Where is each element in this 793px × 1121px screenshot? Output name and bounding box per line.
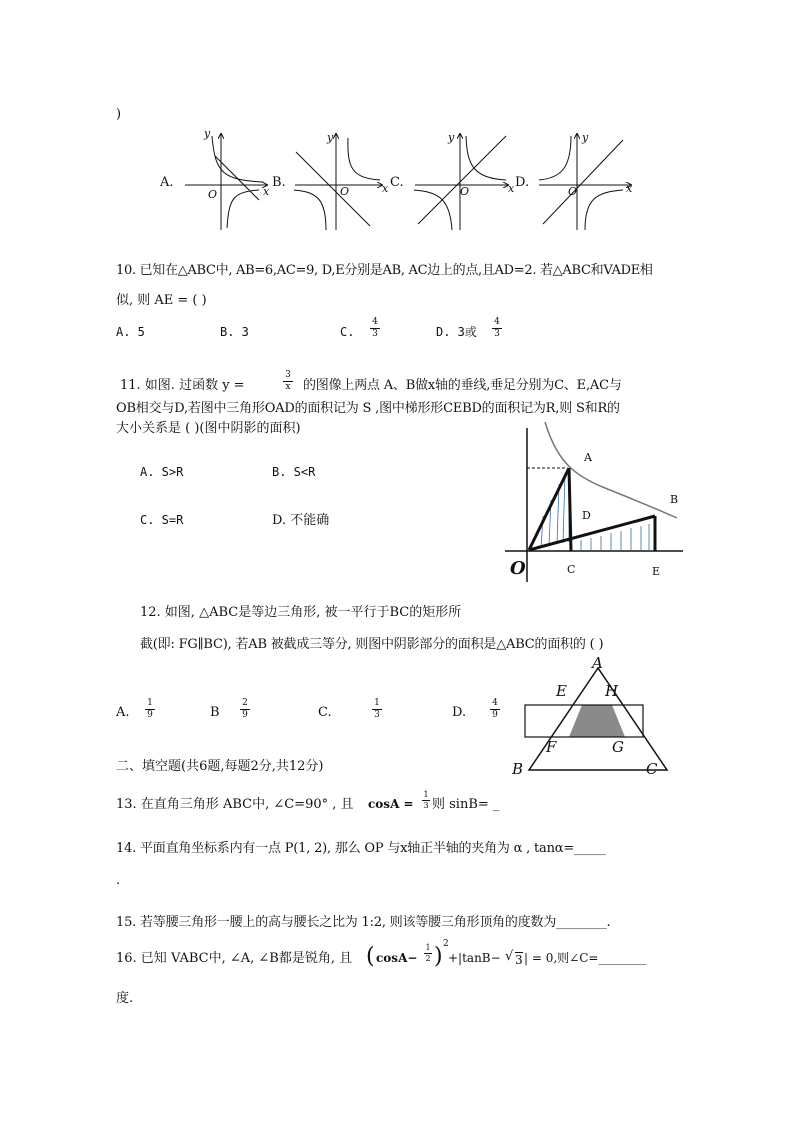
q13-den: 3 [423,801,429,810]
q12-d-den: 9 [492,710,498,720]
q12-option-c-label: C. [318,705,332,720]
q9-b-x: x [382,182,389,195]
q14-text: 14. 平面直角坐标系内有一点 P(1, 2), 那么 OP 与x轴正半轴的夹角为 α , tanα=_____ [116,841,606,856]
q16-expr1: cosA− [376,951,418,965]
q10-d-num: 4 [492,318,502,329]
q12-b-den: 9 [242,710,248,720]
q12-fig-b: B [512,760,524,778]
q12-b-num: 2 [240,699,250,710]
q9-b-y: y [327,131,334,144]
q12-c-den: 3 [374,710,380,720]
q16-sqrt-sign: √ [505,949,514,964]
q16-rparen: ) [434,944,443,969]
q13-num: 1 [423,790,429,799]
q12-fig-c: C [646,760,658,778]
q10-line1: 10. 已知在△ABC中, AB=6,AC=9, D,E分别是AB, AC边上的点,且AD=2. 若△ABC和VADE相 [116,263,653,278]
q13-cos: cosA = [368,797,414,811]
q11-fig-a: A [584,451,592,464]
q9-d-x: x [626,182,633,195]
q12-a-num: 1 [145,699,155,710]
q10-option-c: C. [340,325,355,339]
q11-fig-o: O [510,558,526,579]
q16-square: 2 [443,939,449,949]
q10-c-den: 3 [372,329,378,339]
q11-line1-b: 的图像上两点 A、B做x轴的垂线,垂足分别为C、E,AC与 [303,378,622,393]
q16-root: 3 [515,953,523,967]
q16-fraction [424,944,432,963]
q16-num: 1 [425,943,431,952]
q9-d-y: y [582,131,589,144]
q16-text-a: 16. 已知 VABC中, ∠A, ∠B都是锐角, 且 [116,951,353,966]
q11-fig-e: E [652,565,661,578]
q12-c-num: 1 [372,699,382,710]
q11-fig-d: D [582,509,591,522]
q11-option-d: D. 不能确 [272,513,330,528]
q16-den: 2 [425,954,431,963]
q9-a-y: y [204,127,211,140]
q12-fig-g: G [612,738,624,756]
q9-a-o: O [208,188,218,201]
top-paren: ) [116,107,122,122]
q9-b-o: O [340,185,350,198]
q16-expr3: | = 0,则∠C=________ [524,951,647,965]
q12-option-d-label: D. [452,705,467,720]
q9-graph-b [290,128,390,238]
q13-text-a: 13. 在直角三角形 ABC中, ∠C=90° , 且 [116,797,354,812]
q11-line3: 大小关系是 ( )(图中阴影的面积) [116,421,301,436]
q9-graph-c [410,128,510,238]
q10-option-c-fraction [370,318,380,339]
q9-a-x: x [263,185,270,198]
q11-fig-c: C [567,563,576,576]
q9-d-o: O [568,185,578,198]
q9-c-x: x [508,182,515,195]
q16-text-b: 度. [116,991,134,1006]
q10-option-d: D. 3或 [436,325,477,339]
q10-d-den: 3 [494,329,500,339]
q10-line2: 似, 则 AE = ( ) [116,293,207,308]
q11-option-a: A. S>R [140,465,184,479]
q9-graph-a [175,128,275,238]
q10-option-b: B. 3 [220,325,249,339]
q11-function-fraction [283,371,293,392]
q16-lparen: ( [366,944,375,969]
q14-dot: . [116,873,121,888]
q13-text-b: 则 sinB= _ [432,797,500,812]
q12-option-c-fraction [372,699,382,720]
q12-line2: 截(即: FG∥BC), 若AB 被截成三等分, 则图中阴影部分的面积是△ABC的面积的 ( ) [140,637,604,652]
q10-option-a: A. 5 [116,325,145,339]
q12-figure [515,660,665,780]
q11-option-c: C. S=R [140,513,184,527]
q12-fig-e: E [556,682,567,700]
q11-option-b: B. S<R [272,465,316,479]
q16-expr2: +|tanB− [448,951,501,965]
q12-option-b-fraction [240,699,250,720]
q11-line1-a: 11. 如图. 过函数 y = [120,378,245,393]
q11-figure [505,422,685,582]
q13-fraction [422,791,430,810]
q11-func-den: x [285,382,291,392]
q9-option-c-label: C. [390,175,404,190]
q12-option-a-fraction [145,699,155,720]
q12-d-num: 4 [490,699,500,710]
q12-option-b-label: B [210,705,220,720]
q15-text: 15. 若等腰三角形一腰上的高与腰长之比为 1:2, 则该等腰三角形顶角的度数为________. [116,915,611,930]
q12-option-d-fraction [490,699,500,720]
q11-fig-b: B [670,493,679,506]
q9-c-o: O [460,185,470,198]
q12-a-den: 9 [147,710,153,720]
q9-c-y: y [448,131,455,144]
q9-option-b-label: B. [272,175,286,190]
q12-fig-f: F [546,738,557,756]
q12-option-a-label: A. [116,705,130,720]
q9-option-d-label: D. [515,175,530,190]
q12-fig-h: H [605,682,619,700]
q12-fig-a: A [592,654,603,672]
q9-option-a-label: A. [160,175,174,190]
q11-line2: OB相交与D,若图中三角形OAD的面积记为 S ,图中梯形形CEBD的面积记为R,则 S和R的 [116,401,620,416]
section2-heading: 二、填空题(共6题,每题2分,共12分) [116,759,324,774]
q12-line1: 12. 如图, △ABC是等边三角形, 被一平行于BC的矩形所 [140,605,462,620]
q11-func-num: 3 [283,371,293,382]
q10-option-d-fraction [492,318,502,339]
q10-c-num: 4 [370,318,380,329]
